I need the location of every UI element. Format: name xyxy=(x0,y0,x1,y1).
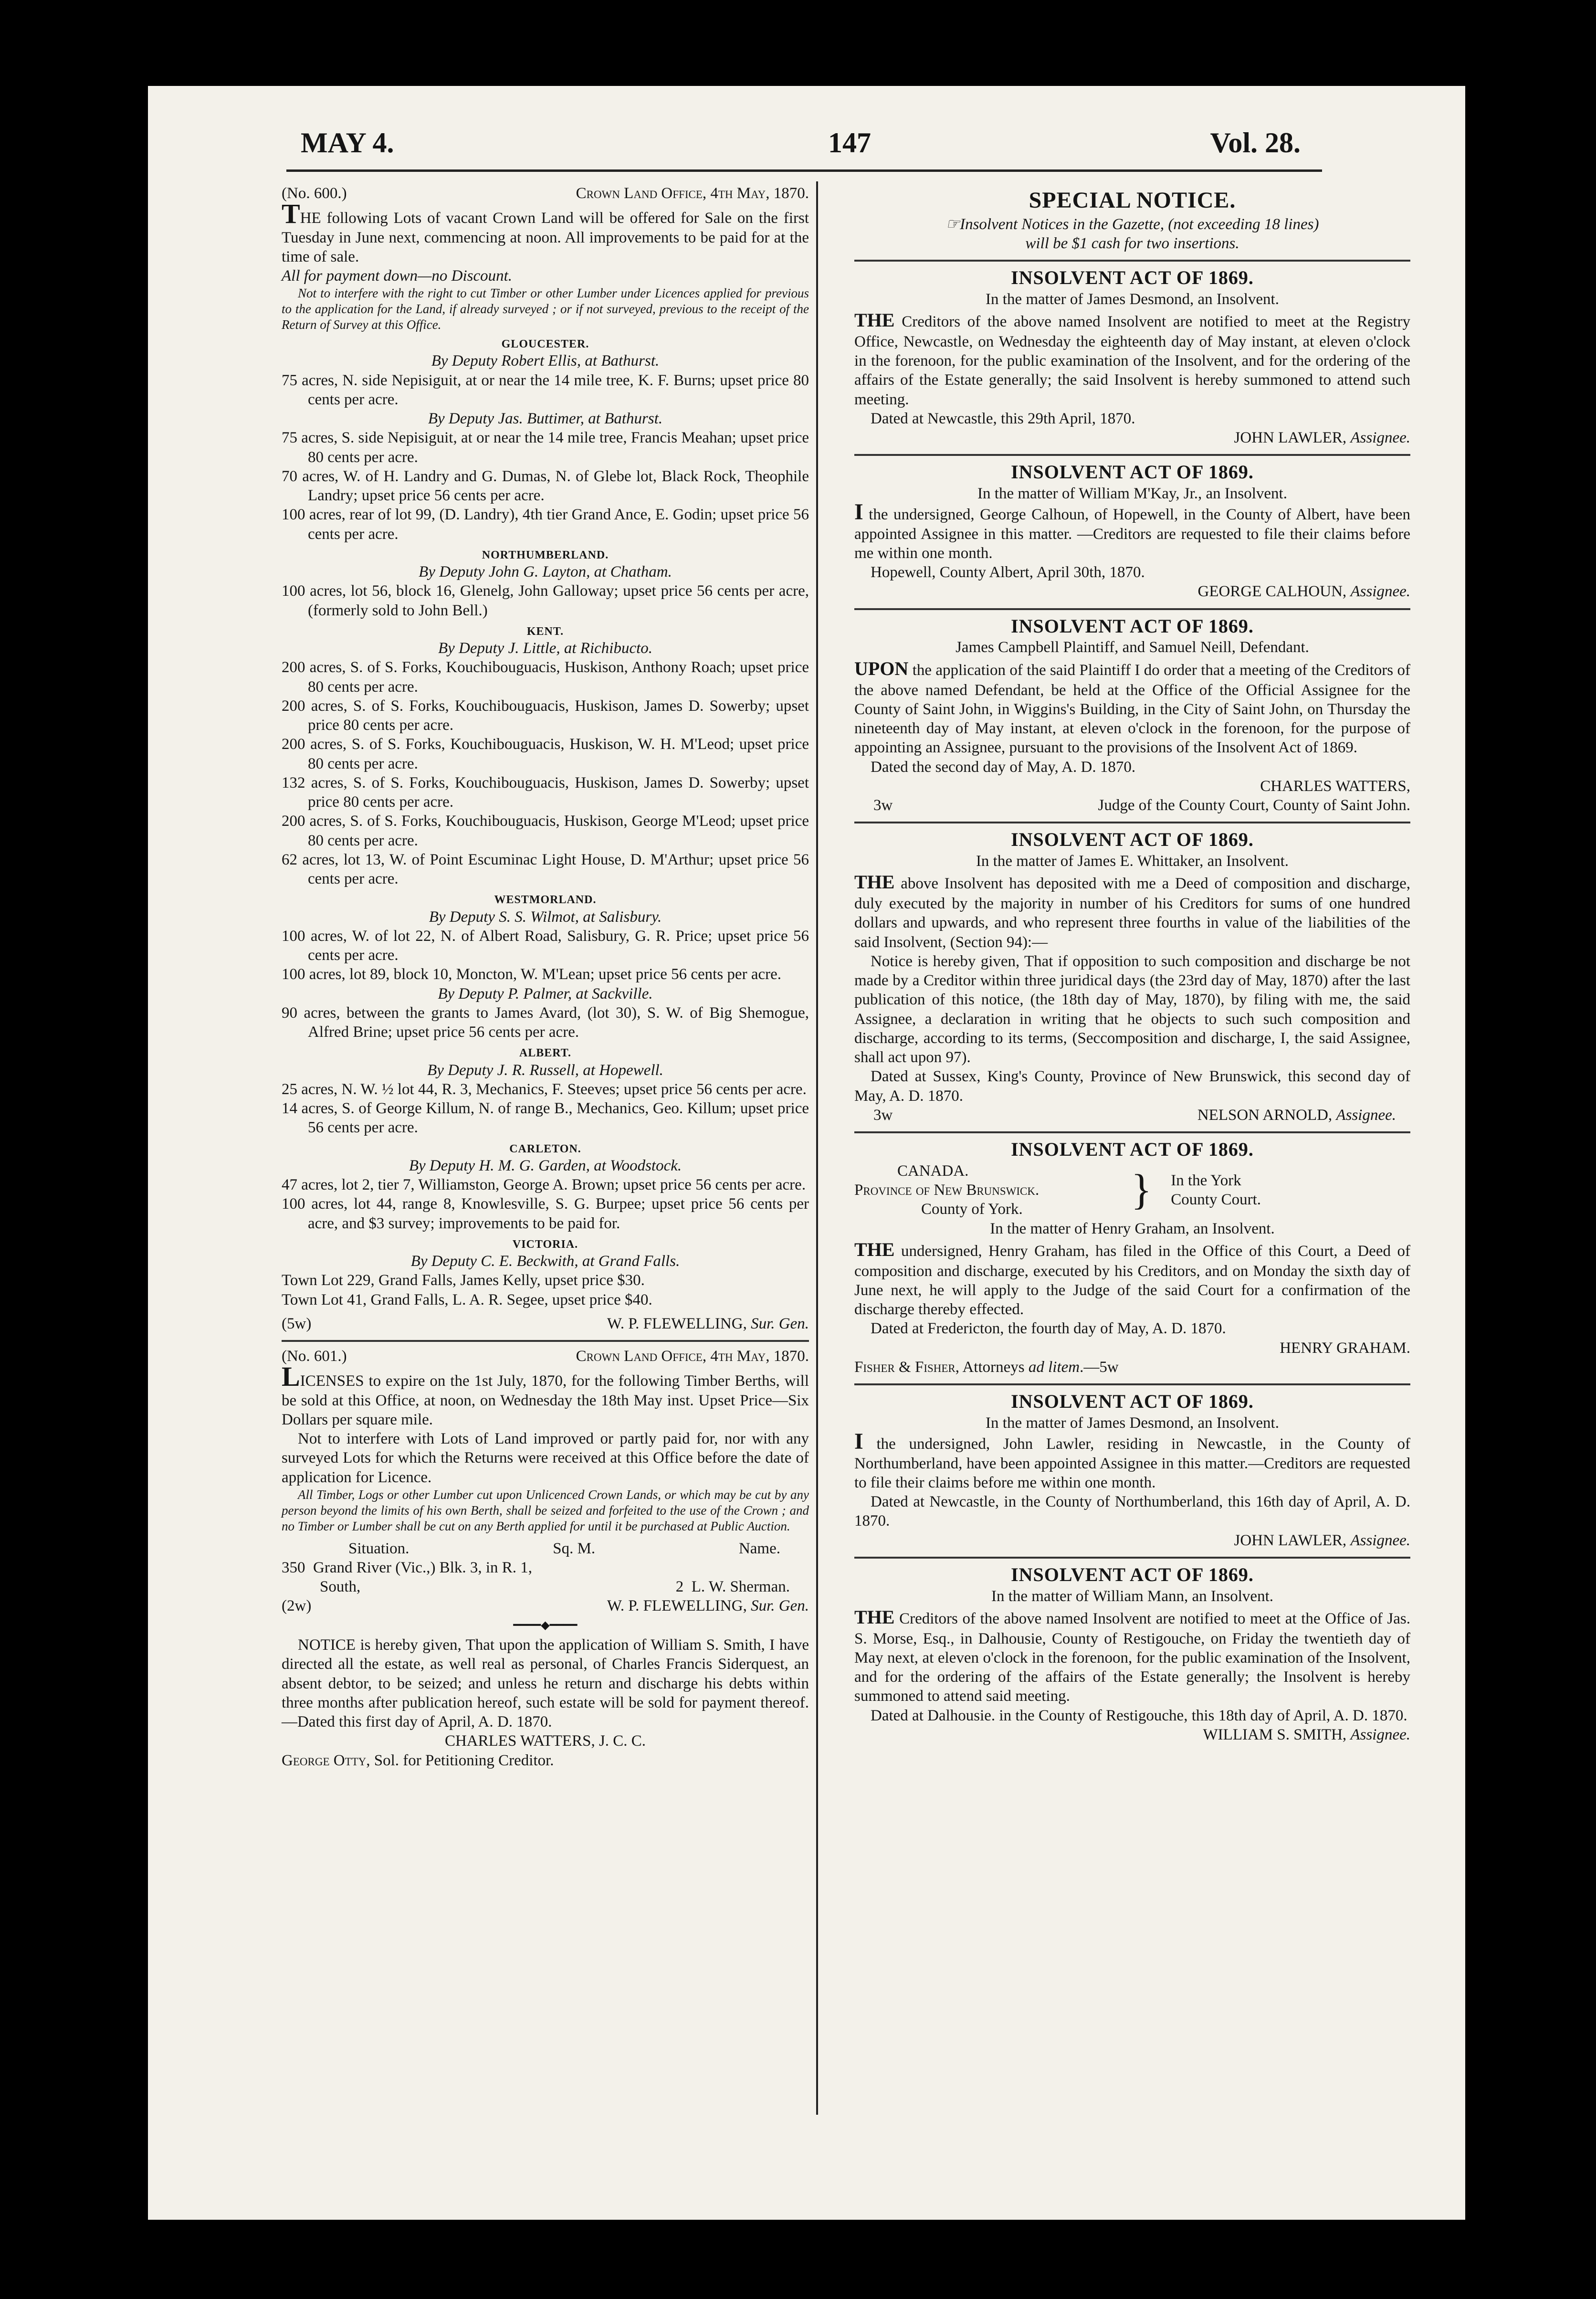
deputy-line: By Deputy S. S. Wilmot, at Salisbury. xyxy=(429,908,662,926)
county-heading: GLOUCESTER. xyxy=(501,338,589,351)
page-date: MAY 4. xyxy=(301,127,394,158)
divider xyxy=(854,1557,1410,1559)
notice-body: UPON the application of the said Plaintiff I do order that a meeting of the Creditors of the above named Defendant, be held at the Office of the Official Assignee for the County of Saint John, in Wiggins's Building, in the City of Saint John, on Thursday the nineteenth day of May instant, at eleven o'clock in the forenoon, for the purpose of appointing an Assignee, pursuant to the provisions of the Insolvent Act of 1869. xyxy=(854,657,1411,757)
notice-smith-body: NOTICE is hereby given, That upon the application of William S. Smith, I have directed all the estate, as well real as personal, of Charles Francis Siderquest, an absent debtor, to be seized; and unless he return and discharge his debts within three months after publication hereof, such estate will be sold for payment thereof.—Dated this first day of April, A. D. 1870. xyxy=(282,1636,809,1730)
county-heading: VICTORIA. xyxy=(512,1238,578,1251)
notice-600-caveat: Not to interfere with the right to cut Timber or other Lumber under Licences applied for previous to the application for the Land, if already surveyed ; or if not surveyed, previous to the receipt of the Return of Survey at this Office. xyxy=(282,286,809,332)
deputy-line: By Deputy H. M. G. Garden, at Woodstock. xyxy=(409,1157,682,1174)
county-heading: NORTHUMBERLAND. xyxy=(482,548,609,561)
deputy-line: By Deputy C. E. Beckwith, at Grand Falls. xyxy=(410,1253,680,1270)
deputy-line: By Deputy J. Little, at Richibucto. xyxy=(438,640,653,657)
lot-entry: 200 acres, S. of S. Forks, Kouchibouguacis, Huskison, W. H. M'Leod; upset price 80 cents per acre. xyxy=(282,736,809,772)
deputy-line: By Deputy Robert Ellis, at Bathurst. xyxy=(431,352,660,370)
column-divider xyxy=(816,181,818,2115)
weeks-mark: (5w) xyxy=(282,1315,312,1332)
divider xyxy=(854,1383,1410,1385)
notice-600-signature: (5w) W. P. FLEWELLING, Sur. Gen. xyxy=(282,1314,809,1333)
right-column xyxy=(854,184,1410,1744)
lot-entry: 90 acres, between the grants to James Avard, (lot 30), S. W. of Big Shemogue, Alfred Brine; upset price 56 cents per acre. xyxy=(282,1004,809,1041)
notice-matter: In the matter of William Mann, an Insolvent. xyxy=(991,1587,1273,1605)
notice-601-signature: (2w) W. P. FLEWELLING, Sur. Gen. xyxy=(282,1596,809,1615)
notice-signer: HENRY GRAHAM. xyxy=(1280,1339,1410,1357)
notice-601-heading xyxy=(282,1347,809,1366)
notice-title: INSOLVENT ACT OF 1869. xyxy=(1011,267,1254,289)
volume-number: Vol. 28. xyxy=(1210,127,1301,158)
deputy-line: By Deputy Jas. Buttimer, at Bathurst. xyxy=(428,410,663,428)
lot-entry: 70 acres, W. of H. Landry and G. Dumas, N. of Glebe lot, Black Rock, Theophile Landry; upset price 56 cents per acre. xyxy=(282,467,809,505)
lot-entry: 200 acres, S. of S. Forks, Kouchibouguacis, Huskison, James D. Sowerby; upset price 80 cents per acre. xyxy=(282,697,809,734)
notice-601-warning: All Timber, Logs or other Lumber cut upon Unlicenced Crown Lands, or which may be cut by any person beyond the limits of his own Berth, shall be seized and forfeited to the use of the Crown ; and no Timber or Lumber shall be cut on any Berth applied for until it be purchased at Public Auction. xyxy=(282,1487,809,1533)
notice-body: I the undersigned, George Calhoun, of Hopewell, in the County of Albert, have been appointed Assignee in this matter. —Creditors are requested to file their claims before me within one month. xyxy=(854,499,1410,562)
page-number: 147 xyxy=(828,127,871,158)
notice-600-terms: All for payment down—no Discount. xyxy=(282,267,513,285)
notice-matter: In the matter of James Desmond, an Insolvent. xyxy=(986,1414,1279,1432)
brace-icon: } xyxy=(1131,1166,1152,1214)
notice-body: THE undersigned, Henry Graham, has filed in the Office of this Court, a Deed of composition and discharge, executed by his Creditors, and on Monday the sixth day of June next, he will apply to the Judge of the said Court for a confirmation of the discharge thereby effected. xyxy=(854,1238,1410,1318)
lot-entry: 100 acres, rear of lot 99, (D. Landry), 4th tier Grand Ance, E. Godin; upset price 56 cents per acre. xyxy=(282,506,809,543)
notice-signer: CHARLES WATTERS, xyxy=(1260,777,1410,795)
lot-entry: 132 acres, S. of S. Forks, Kouchibouguacis, Huskison, James D. Sowerby; upset price 80 cents per acre. xyxy=(282,774,809,811)
notice-body: Notice is hereby given, That if opposition to such composition and discharge be not made by a Creditor within three juridical days (the 23rd day of May, 1870) after the last publication of this notice, (the 18th day of May, 1870), by filing with me, the said Assignee, a declaration in writing that he objects to such such composition and discharge, according to its terms, (Seccomposition and discharge, I, the said Assignee, shall act upon 97). xyxy=(854,952,1410,1066)
divider xyxy=(854,1131,1410,1133)
header-rule xyxy=(286,169,1322,172)
col-sqm: Sq. M. xyxy=(553,1540,596,1557)
gazette-page xyxy=(148,86,1465,2220)
notice-number: (No. 600.) xyxy=(282,185,347,202)
lot-entry: 75 acres, N. side Nepisiguit, at or near the 14 mile tree, K. F. Burns; upset price 80 cents per acre. xyxy=(282,371,809,408)
notice-title: INSOLVENT ACT OF 1869. xyxy=(1011,1391,1254,1413)
notice-signer: JOHN LAWLER, Assignee. xyxy=(1234,1531,1410,1549)
notice-dated: Dated at Newcastle, this 29th April, 1870. xyxy=(871,410,1135,427)
divider xyxy=(854,608,1410,610)
notice-body: THE Creditors of the above named Insolvent are notified to meet at the Office of Jas. S. Morse, Esq., in Dalhousie, County of Restigouche, on Friday the twentieth day of May next, at eleven o'clock in the forenoon, for the public examination of the Insolvent, and for the ordering of the affairs of the Estate generally; the Insolvent is hereby summoned to attend said meeting. xyxy=(854,1606,1411,1705)
county-heading: WESTMORLAND. xyxy=(494,894,597,907)
deputy-line: By Deputy J. R. Russell, at Hopewell. xyxy=(427,1061,663,1079)
berth-table-header xyxy=(282,1539,809,1558)
divider xyxy=(282,1340,809,1342)
notice-judge-line: 3w Judge of the County Court, County of Saint John. xyxy=(873,797,1410,814)
notice-number: (No. 601.) xyxy=(282,1348,347,1365)
notice-dated: Dated the second day of May, A. D. 1870. xyxy=(871,758,1136,776)
notice-title: INSOLVENT ACT OF 1869. xyxy=(1011,461,1254,483)
lot-entry: 100 acres, lot 56, block 16, Glenelg, John Galloway; upset price 56 cents per acre, (formerly sold to John Bell.) xyxy=(282,582,809,619)
berth-row: 350 Grand River (Vic.,) Blk. 3, in R. 1, South, 2 L. W. Sherman. xyxy=(282,1559,790,1596)
notice-dated: Dated at Newcastle, in the County of Northumberland, this 16th day of April, A. D. 1870. xyxy=(854,1493,1410,1530)
divider xyxy=(854,454,1410,456)
notice-signer: JOHN LAWLER, Assignee. xyxy=(1234,429,1410,447)
notice-smith-signer: CHARLES WATTERS, J. C. C. xyxy=(444,1732,646,1750)
ornament-divider-icon: ━━━━◆━━━━ xyxy=(513,1619,578,1632)
notice-601-intro: LICENSES to expire on the 1st July, 1870, for the following Timber Berths, will be sold at this Office, at noon, on Wednesday the 18th May inst. Upset Price—Six Dollars per square mile. xyxy=(282,1361,809,1428)
lot-entry: 100 acres, lot 89, block 10, Moncton, W. M'Lean; upset price 56 cents per acre. xyxy=(282,966,781,983)
notice-office: Crown Land Office, 4th May, 1870. xyxy=(576,1348,809,1365)
lot-entry: 100 acres, W. of lot 22, N. of Albert Road, Salisbury, G. R. Price; upset price 56 cents per acre. xyxy=(282,927,809,964)
lot-entry: 200 acres, S. of S. Forks, Kouchibouguacis, Huskison, George M'Leod; upset price 80 cents per acre. xyxy=(282,812,809,849)
special-notice-line: ☞Insolvent Notices in the Gazette, (not exceeding 18 lines) xyxy=(945,215,1319,233)
notice-signer: WILLIAM S. SMITH, Assignee. xyxy=(1203,1726,1410,1743)
notice-title: INSOLVENT ACT OF 1869. xyxy=(1011,615,1254,637)
special-notice-line: will be $1 cash for two insertions. xyxy=(1025,234,1239,252)
lot-entry: 75 acres, S. side Nepisiguit, at or near the 14 mile tree, Francis Meahan; upset price 80 cents per acre. xyxy=(282,429,809,466)
notice-signer: GEORGE CALHOUN, Assignee. xyxy=(1197,583,1410,601)
county-heading: CARLETON. xyxy=(509,1142,581,1155)
lot-entry: 47 acres, lot 2, tier 7, Williamston, George A. Brown; upset price 56 cents per acre. xyxy=(282,1176,806,1194)
divider xyxy=(854,260,1410,262)
col-name: Name. xyxy=(738,1540,780,1557)
notice-601-para: Not to interfere with Lots of Land improved or partly paid for, nor with any surveyed Lots for which the Returns were received at this Office before the date of application for Licence. xyxy=(282,1430,809,1486)
notice-matter: In the matter of Henry Graham, an Insolvent. xyxy=(990,1220,1275,1237)
notice-title: INSOLVENT ACT OF 1869. xyxy=(1011,1563,1254,1585)
notice-dated: Hopewell, County Albert, April 30th, 1870. xyxy=(871,564,1145,581)
col-situation: Situation. xyxy=(348,1540,410,1557)
notice-matter: In the matter of James Desmond, an Insolvent. xyxy=(986,290,1279,308)
notice-title: INSOLVENT ACT OF 1869. xyxy=(1011,829,1254,851)
deputy-line: By Deputy John G. Layton, at Chatham. xyxy=(419,563,672,581)
left-column xyxy=(282,184,809,1770)
county-heading: KENT. xyxy=(526,625,564,638)
notice-smith-solicitor: George Otty, Sol. for Petitioning Creditor. xyxy=(282,1751,554,1769)
special-notice-title: SPECIAL NOTICE. xyxy=(1029,188,1236,213)
court-caption: CANADA. Province of New Brunswick. County of York. } In the York County Court. xyxy=(854,1162,1261,1218)
notice-dated: Dated at Sussex, King's County, Province of New Brunswick, this second day of May, A. D. 1870. xyxy=(854,1068,1410,1105)
notice-600-heading xyxy=(282,184,809,203)
deputy-line: By Deputy P. Palmer, at Sackville. xyxy=(438,985,653,1002)
lot-entry: 200 acres, S. of S. Forks, Kouchibouguacis, Huskison, Anthony Roach; upset price 80 cents per acre. xyxy=(282,659,809,696)
notice-matter: In the matter of William M'Kay, Jr., an Insolvent. xyxy=(977,485,1287,503)
lot-entry: 14 acres, S. of George Killum, N. of range B., Mechanics, Geo. Killum; upset price 56 cents per acre. xyxy=(282,1100,809,1137)
notice-body: I the undersigned, John Lawler, residing in Newcastle, in the County of Northumberland, have been appointed Assignee in this matter.—Creditors are requested to file their claims before me within one month. xyxy=(854,1429,1410,1491)
lot-entry: 25 acres, N. W. ½ lot 44, R. 3, Mechanics, F. Steeves; upset price 56 cents per acre. xyxy=(282,1080,807,1098)
notice-body: THE Creditors of the above named Insolvent are notified to meet at the Registry Office, Newcastle, on Wednesday the eighteenth day of May instant, at eleven o'clock in the forenoon, for the public examination of the Insolvent, and for the ordering of the affairs of the Estate generally; the said Insolvent is hereby summoned to attend such meeting. xyxy=(854,309,1411,408)
notice-parties: James Campbell Plaintiff, and Samuel Neill, Defendant. xyxy=(956,639,1309,656)
lot-entry: Town Lot 41, Grand Falls, L. A. R. Segee, upset price $40. xyxy=(282,1291,652,1308)
county-heading: ALBERT. xyxy=(519,1047,572,1060)
notice-attorneys: Fisher & Fisher, Attorneys ad litem.—5w xyxy=(854,1358,1119,1376)
divider xyxy=(854,822,1410,823)
notice-dated: Dated at Fredericton, the fourth day of May, A. D. 1870. xyxy=(871,1320,1226,1338)
lot-entry: 62 acres, lot 13, W. of Point Escuminac Light House, D. M'Arthur; upset price 56 cents per acre. xyxy=(282,851,809,888)
notice-body: THE above Insolvent has deposited with me a Deed of composition and discharge, duly executed by the majority in number of his Creditors for sums of one hundred dollars and upwards, and who represent three fourths in value of the liabilities of the said Insolvent, (Section 94):— xyxy=(854,871,1410,951)
notice-600-intro: THE following Lots of vacant Crown Land will be offered for Sale on the first Tuesday in June next, commencing at noon. All improvements to be paid for at the time of sale. xyxy=(282,198,809,265)
notice-matter: In the matter of James E. Whittaker, an Insolvent. xyxy=(976,853,1289,870)
notice-title: INSOLVENT ACT OF 1869. xyxy=(1011,1139,1254,1160)
weeks-mark: (2w) xyxy=(282,1597,312,1615)
notice-office: Crown Land Office, 4th May, 1870. xyxy=(576,185,809,202)
lot-entry: Town Lot 229, Grand Falls, James Kelly, upset price $30. xyxy=(282,1272,645,1289)
lot-entry: 100 acres, lot 44, range 8, Knowlesville, S. G. Burpee; upset price 56 cents per acre, and $3 survey; improvements to be paid for. xyxy=(282,1195,809,1232)
notice-dated: Dated at Dalhousie. in the County of Restigouche, this 18th day of April, A. D. 1870. xyxy=(871,1707,1407,1724)
notice-signer-row: 3w NELSON ARNOLD, Assignee. xyxy=(873,1106,1396,1124)
